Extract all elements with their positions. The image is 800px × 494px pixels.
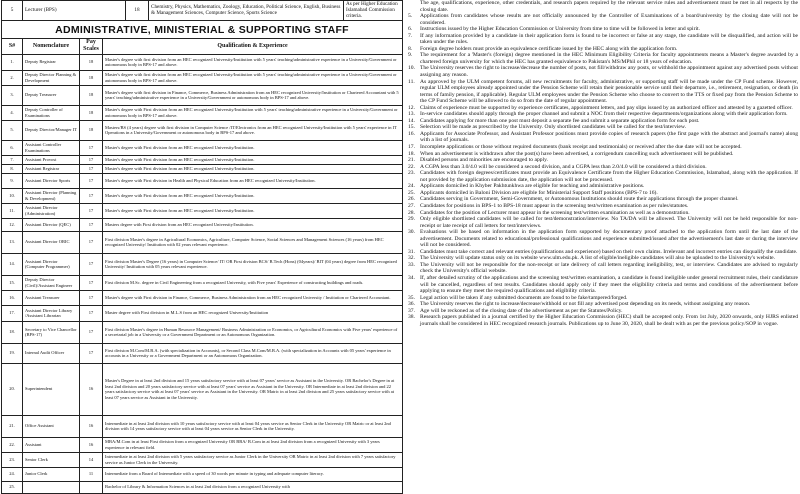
instruction-number: 6. — [408, 26, 413, 33]
table-row — [2, 321, 403, 343]
table-row — [2, 231, 403, 253]
row-sn: 3. — [2, 85, 23, 105]
row-pay-scale: 17 — [80, 155, 103, 164]
row-nomenclature: Office Assistant — [23, 415, 80, 437]
instruction-text: A CGPA less than 3.0/4.0 will be considered a second division, and a CGPA less than 2.0/4.0 will be considered a third division. — [420, 163, 707, 170]
instruction-text: Candidates serving in Government, Semi-Government, or Autonomous Institutions should route their applications through the proper channel. — [420, 196, 739, 203]
instruction-text: Foreign degree holders must provide an equivalence certificate issued by the HEC along with the application form. — [420, 45, 678, 52]
instruction-number: 26. — [408, 196, 415, 203]
instruction-number: 8. — [408, 45, 413, 52]
table-row — [2, 253, 403, 275]
instruction-item — [408, 131, 798, 144]
row-nomenclature: Assistant Director (Planning & Development) — [23, 188, 80, 203]
instruction-number: 38. — [408, 314, 415, 321]
instruction-text: The University will update status only on its website www.ulm.edu.pk. A list of eligible/ineligible candidates will also be uploaded to the University's website. — [420, 255, 776, 262]
staff-table — [1, 38, 403, 494]
row-sn: 20. — [2, 363, 23, 415]
row-sn: 5. — [2, 120, 23, 140]
row-pay-scale: 16 — [80, 437, 103, 452]
row-sn: 1. — [2, 54, 23, 70]
row-qualification: First division Master's degree in Agricultural Economics, Agriculture, Computer Science, Social Sciences and Management Sciences (16 years) from HEC recognized University/ Institution with 02 years relevant experience. — [103, 231, 403, 253]
row-qualification: Master's degree with First division in Health and Physical Education from an HEC recognized University/Institution. — [103, 173, 403, 188]
row-sn: 8. — [2, 164, 23, 173]
row-sn: 25. — [2, 481, 23, 493]
instruction-text: Claims of experience must be supported by experience certificates, appointment letters, and pay slips issued by an authorized officer and attested by a gazetted officer. — [420, 104, 793, 111]
row-nomenclature: Assistant Director Sports — [23, 173, 80, 188]
table-row — [2, 155, 403, 164]
instruction-number: 24. — [408, 183, 415, 190]
row-nomenclature: Assistant Director Library /Assistant Librarian — [23, 305, 80, 321]
row-sn: 17. — [2, 305, 23, 321]
instruction-number: 36. — [408, 301, 415, 308]
row-pay-scale: 17 — [80, 218, 103, 231]
row-pay-scale: 17 — [80, 290, 103, 305]
row-nomenclature: Assistant — [23, 437, 80, 452]
row-nomenclature: Assistant Director (Computer Programmer) — [23, 253, 80, 275]
row-pay-scale: 11 — [80, 467, 103, 481]
row-pay-scale: 17 — [80, 343, 103, 363]
instruction-text: Disabled persons and minorities are encouraged to apply. — [420, 157, 548, 164]
row-nomenclature: Deputy Treasurer — [23, 85, 80, 105]
row-sn: 6. — [2, 140, 23, 155]
row-criteria: As per Higher Education Islamabad Commission criteria. — [344, 1, 403, 21]
row-nomenclature: Assistant Director (Administration) — [23, 203, 80, 218]
instruction-text: When an advertisement is withdrawn after the post(s) have been advertised, a corrigendum cancelling such advertisement will be published. — [420, 150, 734, 157]
row-nomenclature: Assistant Controller Examinations — [23, 140, 80, 155]
instruction-text: In-service candidates should apply through the proper channel and submit a NOC from their respective departments/organizations along with their application form. — [420, 111, 788, 118]
row-qualification: Master's Degree in at least 2nd division and 15 years satisfactory service with at least 07 years' service as Assistant in the University. OR Bachelor's Degree in at least 2nd division and 20 years satisfactory service with at least 07 years' service as Assistant in the University. OR Intermediate in at least 2nd division and 22 years satisfactory service with at least 07 years' service as Assistant in the University. OR Matric in at least 2nd division and 25 years satisfactory service with at least 07 years service as Assistant in the University. — [103, 363, 403, 415]
row-sn: 5 — [2, 1, 23, 21]
instruction-text: Only eligible shortlisted candidates will be called for test/demonstration/interview. No TA/DA will be allowed. The University will not be held responsible for non-receipt or late receipt of call letters for test/interviews. — [420, 216, 798, 229]
table-row — [2, 481, 403, 493]
row-pay-scale: 16 — [80, 415, 103, 437]
row-pay-scale: 14 — [80, 452, 103, 467]
row-nomenclature: Secretary to Vice Chancellor (BPS-17) — [23, 321, 80, 343]
row-pay-scale: 17 — [80, 275, 103, 290]
staff-table-body — [2, 54, 403, 493]
instruction-item — [408, 170, 798, 183]
row-qualification: MBA/M.Com in at least First division from a recognized University OR BBA/ B.Com in at least 2nd division from a recognized University with 3 years experience in relevant field. — [103, 437, 403, 452]
instruction-text: The University will not be responsible for the non-receipt or late delivery of call letters regarding ineligibility, test, or interview. Candidates are advised to regularly check the University's official website. — [420, 261, 798, 275]
row-pay-scale: 18 — [80, 105, 103, 120]
row-qualification: Master's degree with First division from an HEC recognized University/Institution. — [103, 203, 403, 218]
row-nomenclature: Assistant Director ORIC — [23, 231, 80, 253]
instruction-number: 5. — [408, 13, 413, 20]
instruction-text: Applicants domiciled in Baloni Division are eligible for Ministerial Support Staff positions (BPS-7 to 16). — [420, 189, 658, 196]
instruction-text: The University reserves the right to increase/decrease/withhold or not fill any advertised post depending on its needs, without assigning any reason. — [420, 301, 751, 308]
left-column — [1, 0, 403, 490]
table-row — [2, 140, 403, 155]
table-row — [2, 290, 403, 305]
instructions-column — [408, 0, 798, 445]
instruction-item — [408, 79, 798, 105]
table-row — [2, 218, 403, 231]
instruction-number: 14. — [408, 117, 415, 124]
instruction-number: 22. — [408, 163, 415, 170]
row-qualification: Master's degree with First division from an HEC recognized University/Institution. — [103, 188, 403, 203]
row-nomenclature: Deputy Director/Manager IT — [23, 120, 80, 140]
table-row — [2, 305, 403, 321]
instruction-item — [408, 314, 798, 327]
instruction-text: If any information provided by a candidate in their application form is found to be incorrect or false at any stage, the candidate will be disqualified, and action will be taken under the rules. — [420, 32, 798, 46]
instruction-text: If, after detailed scrutiny of the applications and the screening test/written examination, a candidate is found ineligible under general recruitment rules, their candidature will be cancelled, regardless of test results. Candidates should apply only if they meet the eligibility criteria and terms and conditions of the advertisement before applying to ensure they meet the required qualifications and eligibility criteria. — [420, 274, 798, 295]
header-pay-scales: Pay Scales — [80, 38, 103, 54]
row-sn: 15. — [2, 275, 23, 290]
instruction-number: 29. — [408, 216, 415, 223]
instruction-text: As approved by the ULM competent forums, all new recruitments for faculty, administrative, or supporting staff will be made under the CP Fund scheme. However, regular ULM employees already appointed under the Pension Scheme will retain their pensionable service until their departure, i.e., retirement, resignation, or death (in terms of family pension, if applicable). Regular ULM employees under the Pension Scheme who choose to convert to the TTS or fixed pay from the Pension Scheme to the CP Fund Scheme will be allowed to do so from the date of regular appointment. — [420, 78, 798, 105]
row-pay-scale: 18 — [80, 120, 103, 140]
instruction-number: 25. — [408, 189, 415, 196]
instruction-number: 11. — [408, 78, 415, 85]
instruction-text: The University reserves the right to increase/decrease the number of posts, not fill/withdraw any posts, or withhold the appointment against any advertised posts without assigning any reason. — [420, 65, 798, 79]
row-sn: 19. — [2, 343, 23, 363]
row-qualification: Bachelor of Library & Information Sciences in at least 2nd division from a recognized University with — [103, 481, 403, 493]
table-row — [2, 275, 403, 290]
row-pay-scale: 17 — [80, 253, 103, 275]
instruction-number: 7. — [408, 32, 413, 39]
row-nomenclature: Deputy Controller of Examinations — [23, 105, 80, 120]
row-qualification: Master's degree with First division in Finance, Commerce, Business Administration from an HEC recognized University / Institution or Chartered Accountant. — [103, 290, 403, 305]
instruction-number — [408, 0, 420, 13]
instruction-number: 23. — [408, 170, 415, 177]
table-header-row — [2, 38, 403, 54]
instruction-text: Candidates applying for more than one post must deposit a separate fee and submit a separate application form for each post. — [420, 117, 700, 124]
instruction-item — [408, 275, 798, 295]
header-qualification: Qualification & Experience — [103, 38, 403, 54]
instruction-number: 31. — [408, 248, 415, 255]
row-pay-scale: 17 — [80, 188, 103, 203]
table-row — [2, 1, 403, 21]
instruction-item — [408, 52, 798, 65]
row-qualification: Master's degree with First division from an HEC recognized University/Institution. — [103, 155, 403, 164]
row-sn: 11. — [2, 203, 23, 218]
row-qualification: First division Master's Degree (16 years) in Computer Science/ IT/ OR First division BCS/ B.Tech (Hons) (04years)/ BIT (04 years) degree from HEC recognized University/ Institution with 05 years relevant experience. — [103, 253, 403, 275]
instruction-number: 21. — [408, 157, 415, 164]
instruction-text: Applications from candidates whose results are not officially announced by the Controller of Examinations of a board/university by the closing date will not be considered. — [420, 13, 798, 26]
instruction-text: Candidates must take correct and relevant entries (qualifications and experience) based on their own claims. Irrelevant and incorrect entries can disqualify the candidate. — [420, 248, 798, 255]
instruction-number: 30. — [408, 229, 415, 236]
instruction-text: Applicants for Associate Professor, and Assistant Professor positions must provide copies of research papers (the first page with the abstract and journal's name) along with a list of journals. — [420, 130, 798, 144]
row-qualification: Masters/BS (4 years) degree with first division in Computer Science /IT/Electronics from an HEC recognized University/Institution with 5 years' experience in IT Operations in a University/Government or autonomous body in BPS-17 and above. — [103, 120, 403, 140]
instruction-text: Incomplete applications or those without required documents (bank receipt and testimonials) or received after the due date will not be accepted. — [420, 144, 742, 151]
instruction-number: 16. — [408, 130, 415, 137]
table-row — [2, 85, 403, 105]
row-nomenclature: Senior Clerk — [23, 452, 80, 467]
row-qualification: Master's degree with First division from an HEC recognized University/Institution. — [103, 140, 403, 155]
instruction-number: 15. — [408, 124, 415, 131]
row-sn: 22. — [2, 437, 23, 452]
table-row — [2, 437, 403, 452]
row-sn: 10. — [2, 188, 23, 203]
instruction-number: 10. — [408, 65, 415, 72]
row-qualification: Intermediate in at least 2nd division with 10 years satisfactory service with at least 04 years service as Senior Clerk in the University OR Matric or at least 2nd division with 14 years satisfactory service with at least 04 years service as Senior Clerk in the University. — [103, 415, 403, 437]
instruction-number: 37. — [408, 307, 415, 314]
instruction-item — [408, 0, 798, 13]
row-sn: 24. — [2, 467, 23, 481]
header-nomenclature: Nomenclature — [23, 38, 80, 54]
section-title: ADMINISTRATIVE, MINISTERIAL & SUPPORTING STAFF — [1, 21, 403, 38]
instruction-number: 28. — [408, 209, 415, 216]
table-row — [2, 164, 403, 173]
faculty-table-fragment — [1, 0, 403, 21]
instruction-number: 17. — [408, 144, 415, 151]
row-sn: 7. — [2, 155, 23, 164]
instruction-text: Candidates for positions in BPS-1 to BPS-18 must appear in the screening test/written examination as per rules/statutes. — [420, 202, 689, 209]
row-nomenclature: Assistant Director (QEC) — [23, 218, 80, 231]
row-sn: 21. — [2, 415, 23, 437]
table-row — [2, 105, 403, 120]
instruction-text: Evaluations will be based on information in the application form supported by documentary proof attached to the application form until the last date of the advertisement. Documents related to educational/professional qualifications and experience submitted/issued after the advertisement's last date or during the interview will not be considered. — [420, 229, 798, 249]
row-nomenclature: Junior Clerk — [23, 467, 80, 481]
row-pay-scale: 17 — [80, 231, 103, 253]
instruction-number: 18. — [408, 150, 415, 157]
row-sn: 9. — [2, 173, 23, 188]
instruction-text: Legal action will be taken if any submitted documents are found to be fake/tampered/forged. — [420, 294, 628, 301]
table-row — [2, 70, 403, 85]
row-pay-scale: 17 — [80, 164, 103, 173]
instruction-number: 33. — [408, 261, 415, 268]
instruction-text: Instructions issued by the Higher Education Commission or University from time to time will be followed in letter and spirit. — [420, 26, 700, 33]
row-pay-scale: 17 — [80, 173, 103, 188]
table-row — [2, 452, 403, 467]
row-pay-scale: 17 — [80, 203, 103, 218]
instruction-item — [408, 65, 798, 78]
instruction-number: 35. — [408, 294, 415, 301]
table-row — [2, 415, 403, 437]
row-nomenclature: Internal Audit Officer — [23, 343, 80, 363]
instruction-item — [408, 13, 798, 26]
row-sn: 14. — [2, 253, 23, 275]
instruction-number: 27. — [408, 202, 415, 209]
row-qualification: Intermediate in at least 2nd division with 5 years satisfactory service as Junior Clerk in the University OR Matric in at least 2nd division with 7 years satisfactory service as Junior Clerk in the University. — [103, 452, 403, 467]
instruction-number: 34. — [408, 274, 415, 281]
row-pay-scale — [80, 481, 103, 493]
row-nomenclature: Assistant Treasurer — [23, 290, 80, 305]
instruction-number: 13. — [408, 111, 415, 118]
instruction-text: Candidates with foreign degrees/certificates must provide an Equivalence Certificate from the Higher Education Commission, Islamabad, along with the application. If not provided by the application submission date, the application will not be processed. — [420, 170, 798, 183]
instruction-number: 12. — [408, 104, 415, 111]
row-nomenclature: Deputy Director Planning & Development — [23, 70, 80, 85]
table-row — [2, 173, 403, 188]
row-nomenclature — [23, 481, 80, 493]
instruction-text: Applicants domiciled in Khyber Pakhtunkhwa are eligible for teaching and administrative positions. — [420, 183, 645, 190]
table-row — [2, 54, 403, 70]
row-qualification: First division M.Com/M.B.A. (with specialization in Accounts), or Second Class M.Com/M.B.A. (with specialization in Accounts with 05 years' experience in accounts in a University or a Government Department or an Autonomous Organization. — [103, 343, 403, 363]
row-sn: 4. — [2, 105, 23, 120]
row-qualification: Master's degree with First division from an HEC recognized University/Institution. — [103, 164, 403, 173]
table-row — [2, 120, 403, 140]
table-row — [2, 188, 403, 203]
table-row — [2, 467, 403, 481]
row-post: Lecturer (BPS) — [23, 1, 126, 21]
table-row — [2, 363, 403, 415]
row-qualification: Master degree with First division in M.L.S from an HEC recognized University/Institution — [103, 305, 403, 321]
row-sn: 23. — [2, 452, 23, 467]
row-pay-scale: 17 — [80, 305, 103, 321]
row-qualification: Master's degree with first division from an HEC recognized University/Institution with 5 years' teaching/administrative experience in a University/Government or autonomous body in BPS-17 and above. — [103, 54, 403, 70]
row-nomenclature: Assistant Registrar — [23, 164, 80, 173]
row-nomenclature: Superintendent — [23, 363, 80, 415]
instruction-text: Selection will be made as prescribed by the University. Only shortlisted candidates will be called for the test/interview. — [420, 124, 686, 131]
instruction-text: The requirement for a 'Master's (foreign) degree mentioned in the HEC Minimum Eligibility Criteria for faculty appointments means a Master's degree awarded by a chartered foreign university for which the HEC has granted equivalence to Pakistan's MS/MPhil or 18 years of education. — [420, 52, 798, 65]
row-scale: 18 — [126, 1, 149, 21]
row-qualification: Master's degree with first division from an HEC recognized University/Institution with 5 years' teaching/administrative experience in a University/Government or autonomous body in BPS-17 and above. — [103, 70, 403, 85]
row-qualification: Masters degree with First division from an HEC recognized University/Institution. — [103, 218, 403, 231]
instruction-text: Candidates for the position of Lecturer must appear in the screening test/written examination as well as a demonstration. — [420, 209, 690, 216]
row-nomenclature: Deputy Director (Civil)/Assistant Engineer — [23, 275, 80, 290]
row-sn: 16. — [2, 290, 23, 305]
row-qualification: Master's degree with First division from an HEC recognized University/Institution with 5 years' teaching/administrative experience in a University/Government or autonomous body in BPS-17 and above. — [103, 105, 403, 120]
instruction-text: The age, qualifications, experience, other credentials, and research papers required by the relevant service rules and advertisement must be met in all respects by the closing date. — [420, 0, 798, 13]
row-nomenclature: Deputy Registrar — [23, 54, 80, 70]
row-nomenclature: Assistant Provost — [23, 155, 80, 164]
table-row — [2, 203, 403, 218]
instruction-text: Age will be reckoned as of the closing date of the advertisement as per the Statutes/Policy. — [420, 307, 623, 314]
instruction-item — [408, 229, 798, 249]
row-subjects: Chemistry, Physics, Mathematics, Zoology, Education, Political Science, English, Business & Management Sciences, Computer Science, Sports Science — [149, 1, 344, 21]
row-pay-scale: 18 — [80, 54, 103, 70]
instruction-item — [408, 33, 798, 46]
instruction-number: 9. — [408, 52, 413, 59]
row-sn: 13. — [2, 231, 23, 253]
row-pay-scale: 17 — [80, 140, 103, 155]
row-qualification: Intermediate from a Board of Intermediate with a speed of 30 words per minute in typing and adequate computer literacy. — [103, 467, 403, 481]
instruction-item — [408, 262, 798, 275]
instruction-text: Research papers published in a journal certified by the Higher Education Commission (HEC) shall be accepted only. From 1st July, 2020 onwards, only HJRS enlisted journals shall be considered in HEC recognized research journals. Publications up to June 30, 2020, shall be dealt with as per the previous policy/SOP in vogue. — [420, 314, 798, 327]
row-pay-scale: 18 — [80, 85, 103, 105]
row-qualification: Master's degree with first division in Finance, Commerce, Business Administration from an HEC recognized University/Institution or Chartered Accountant with 5 years' teaching/administrative experience in a University/Government or autonomous body in BPS-17 and above. — [103, 85, 403, 105]
row-qualification: First division Master's degree in Human Resource Management/ Business Administration or Economics, or Agricultural Economics with Five years' experience of a secretarial job in a University or a Government Department or an Autonomous Organization. — [103, 321, 403, 343]
row-qualification: First division M.Sc. degree in Civil Engineering from a recognized University, with Five years' Experience of constructing buildings and roads. — [103, 275, 403, 290]
instruction-item — [408, 216, 798, 229]
instruction-number: 32. — [408, 255, 415, 262]
row-pay-scale: 16 — [80, 363, 103, 415]
row-pay-scale: 18 — [80, 70, 103, 85]
header-sn: S# — [2, 38, 23, 54]
row-sn: 12. — [2, 218, 23, 231]
table-row — [2, 343, 403, 363]
row-sn: 2. — [2, 70, 23, 85]
row-pay-scale: 17 — [80, 321, 103, 343]
row-sn: 18. — [2, 321, 23, 343]
